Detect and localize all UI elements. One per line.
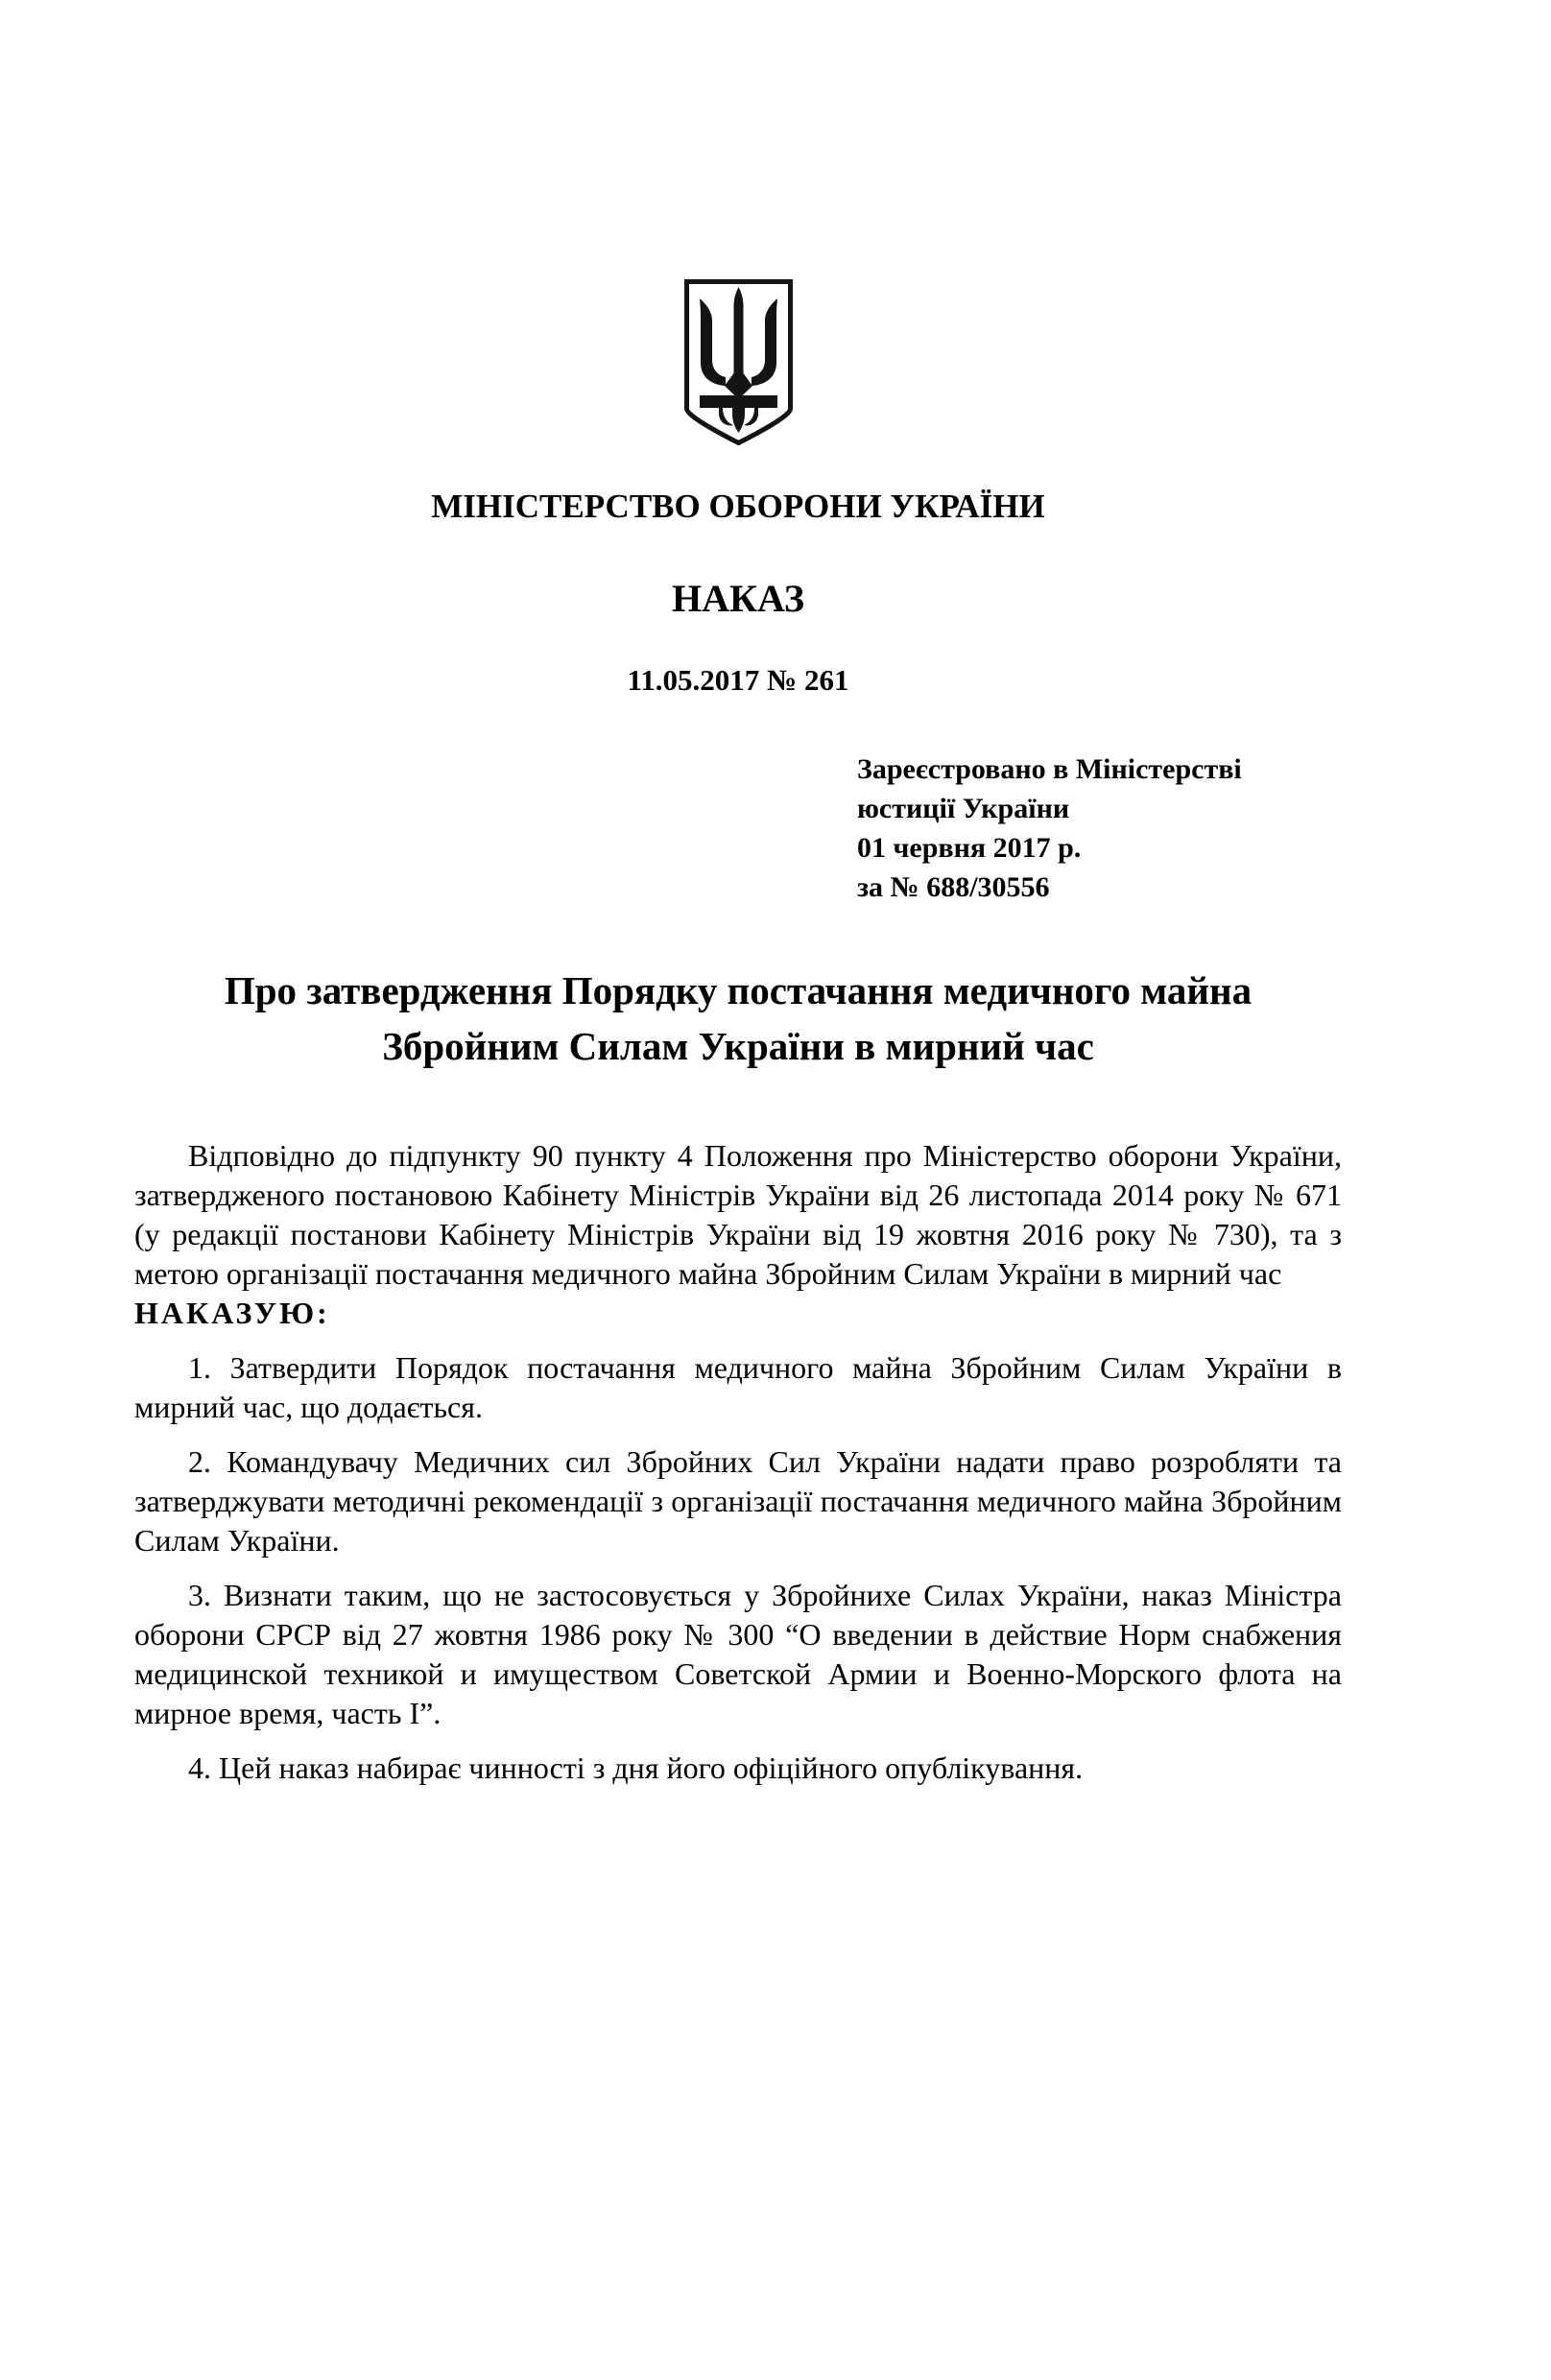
order-item: 4. Цей наказ набирає чинності з дня його офіційного опублікування. [188, 1750, 1084, 1785]
order-item: 3. Визнати таким, що не застосовується у Збройнихе Силах України, наказ Міністра оборони СРСР від 27 жовтня 1986 року № 300 “О введении в действие Норм снабжения медицинской техникой и имуществом Советской Армии и Военно-Морского флота на мирное время, часть І”. [134, 1578, 1342, 1730]
preamble-paragraph: Відповідно до підпункту 90 пункту 4 Положення про Міністерство оборони України, затвердженого постановою Кабінету Міністрів України від 26 листопада 2014 року № 671 (у редакції постанови Кабінету Міністрів України від 19 жовтня 2016 року № 730), та з метою організації постачання медичного майна Збройним Силам України в мирний час [134, 1138, 1342, 1291]
order-title-line: Про затвердження Порядку постачання медичного майна [224, 968, 1253, 1012]
decree-word: НАКАЗУЮ: [134, 1296, 330, 1330]
registration-line: юстиції України [857, 793, 1070, 824]
document-type: НАКАЗ [671, 577, 804, 620]
order-item: 2. Командувачу Медичних сил Збройних Сил України надати право розробляти та затверджувати методичні рекомендації з організації постачання медичного майна Збройним Силам України. [134, 1444, 1342, 1558]
registration-line: 01 червня 2017 р. [857, 832, 1082, 864]
ministry-name: МІНІСТЕРСТВО ОБОРОНИ УКРАЇНИ [431, 488, 1045, 525]
order-item: 1. Затвердити Порядок постачання медичного майна Збройним Силам України в мирний час, що додається. [134, 1350, 1342, 1424]
document-date-number: 11.05.2017 № 261 [627, 663, 849, 697]
ukraine-trident-icon [683, 278, 794, 446]
order-title-line: Збройним Силам України в мирний час [382, 1024, 1094, 1068]
coat-of-arms-emblem [683, 278, 794, 446]
order-body [134, 1136, 1342, 1788]
registration-line: за № 688/30556 [857, 871, 1050, 903]
registration-line: Зареєстровано в Міністерстві [857, 753, 1242, 785]
registration-block [857, 750, 1342, 907]
order-title [134, 963, 1342, 1074]
document-content [134, 0, 1342, 1788]
